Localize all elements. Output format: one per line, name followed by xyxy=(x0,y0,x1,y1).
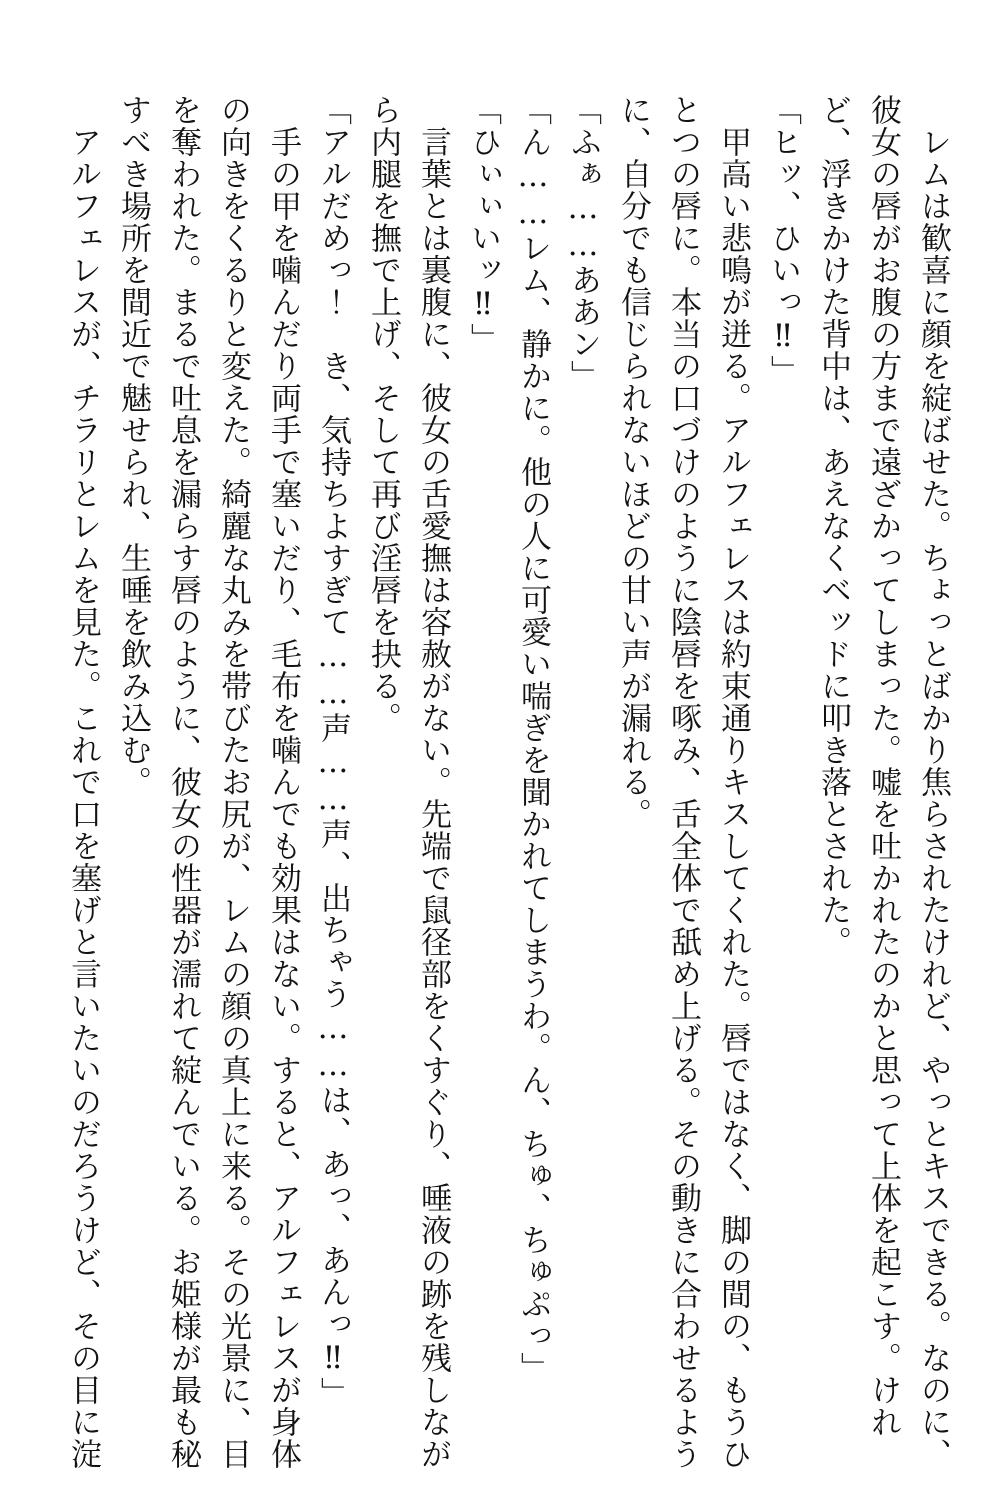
text-line-dialogue: 「アルだめっ！ き、気持ちよすぎて……声……声、出ちゃう……は、あっ、あんっ‼」 xyxy=(315,94,351,1409)
text-line: ど、浮きかけた背中は、あえなくベッドに叩き落とされた。 xyxy=(815,94,851,958)
text-line-dialogue: 「ヒッ、ひいっ‼」 xyxy=(765,94,801,387)
text-line: 彼女の唇がお腹の方まで遠ざかってしまった。嘘を吐かれたのかと思って上体を起こす。けれ xyxy=(865,94,901,1438)
text-line: を奪われた。まるで吐息を漏らす唇のように、彼女の性器が濡れて綻んでいる。お姫様が最も秘 xyxy=(165,94,201,1470)
text-line: 言葉とは裏腹に、彼女の舌愛撫は容赦がない。先端で鼠径部をくすぐり、唾液の跡を残しなが xyxy=(415,94,451,1470)
text-line-dialogue: 「ん……レム、静かに。他の人に可愛い喘ぎを聞かれてしまうわ。ん、ちゅ、ちゅぷっ」 xyxy=(515,94,551,1384)
text-line: ら内腿を撫で上げ、そして再び淫唇を抉る。 xyxy=(365,94,401,734)
text-line: アルフェレスが、チラリとレムを見た。これで口を塞げと言いたいのだろうけど、その目に淀 xyxy=(65,94,101,1470)
text-line: 手の甲を噛んだり両手で塞いだり、毛布を噛んでも効果はない。すると、アルフェレスが身体 xyxy=(265,94,301,1470)
text-line: 甲高い悲鳴が迸る。アルフェレスは約束通りキスしてくれた。唇ではなく、脚の間の、もうひ xyxy=(715,94,751,1470)
text-line: に、自分でも信じられないほどの甘い声が漏れる。 xyxy=(615,94,651,830)
text-line: すべき場所を間近で魅せられ、生唾を飲み込む。 xyxy=(115,94,151,798)
text-line: レムは歓喜に顔を綻ばせた。ちょっとばかり焦らされたけれど、やっとキスできる。なのに、 xyxy=(915,94,951,1470)
text-line: の向きをくるりと変えた。綺麗な丸みを帯びたお尻が、レムの顔の真上に来る。その光景に、目 xyxy=(215,94,251,1470)
text-line-dialogue: 「ひぃぃいッ‼」 xyxy=(465,94,501,355)
text-line-dialogue: 「ふぁ……ああン」 xyxy=(565,94,601,392)
text-line: とつの唇に。本当の口づけのように陰唇を啄み、舌全体で舐め上げる。その動きに合わせるよう xyxy=(665,94,701,1470)
